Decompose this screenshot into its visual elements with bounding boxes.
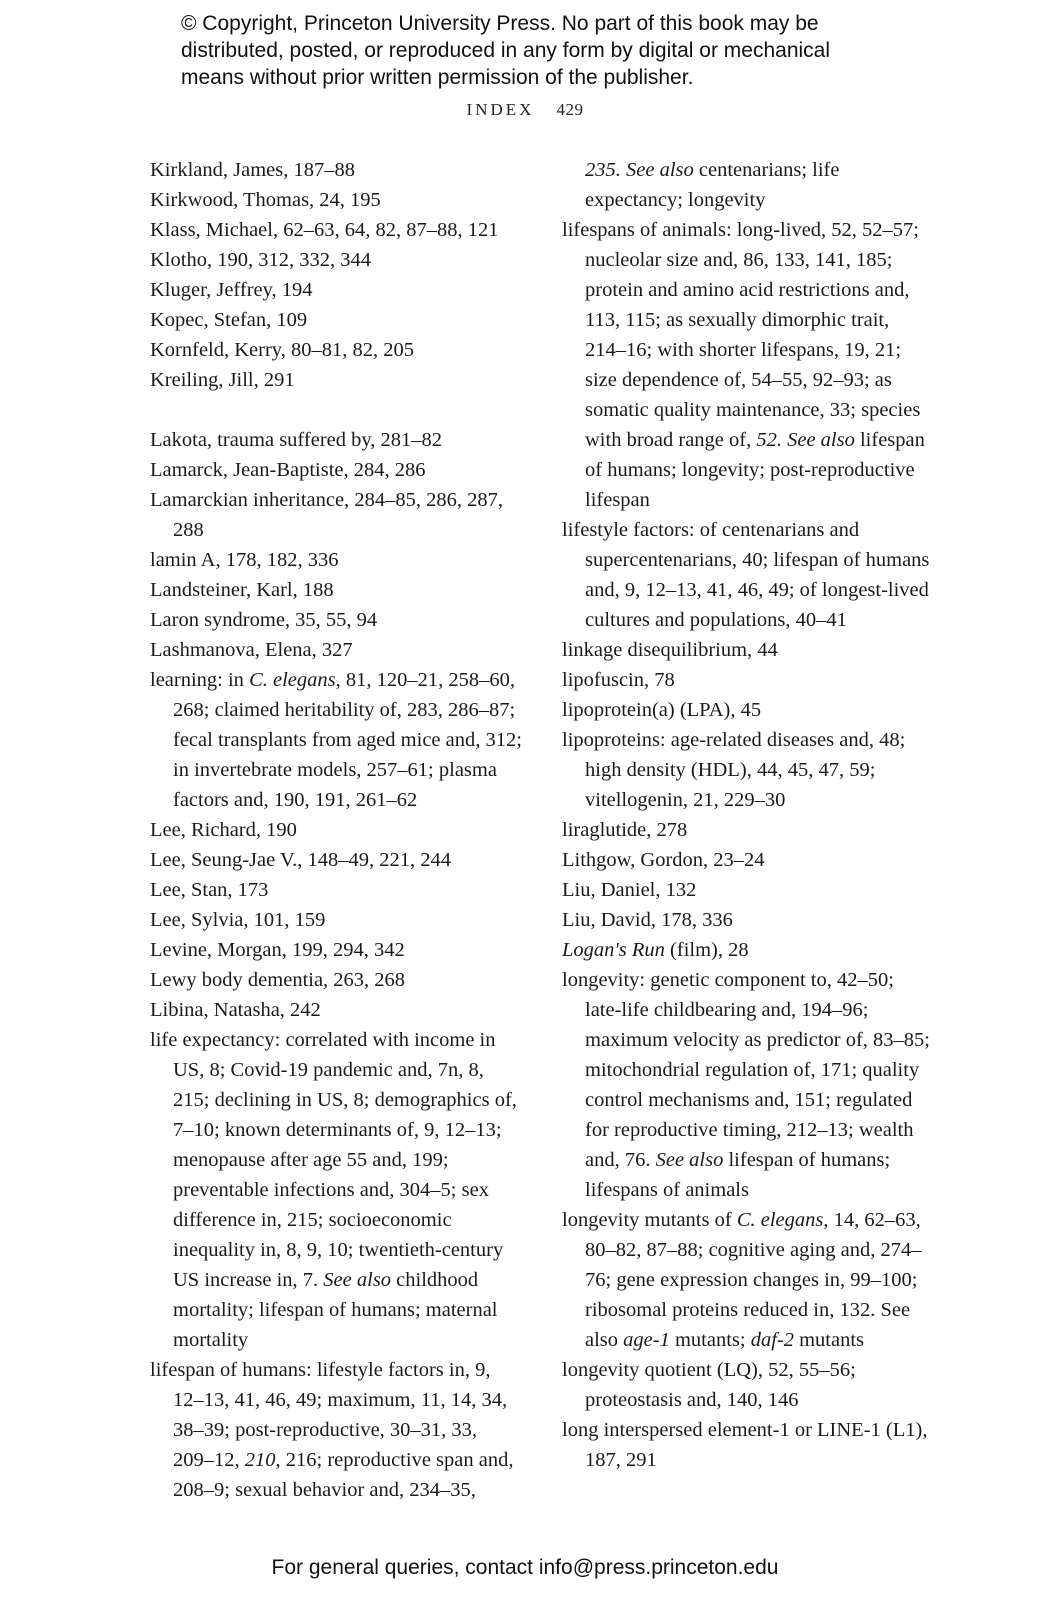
index-entry xyxy=(562,935,934,965)
copyright-notice xyxy=(181,10,901,91)
entry-text: lifespans of animals: long-lived, 52, 52–57; nucleolar size and, 86, 133, 141, 185; protein and amino acid restrictions and, 113, 115; as sexually dimorphic trait, 214–16; with shorter lifespans, 19, 21; size dependence of, 54–55, 92–93; as somatic quality maintenance, 33; species with broad range of, xyxy=(562,219,921,451)
index-entry: lipoprotein(a) (LPA), 45 xyxy=(562,699,762,721)
index-entry: longevity quotient (LQ), 52, 55–56; proteostasis and, 140, 146 xyxy=(562,1359,856,1411)
index-entry: Levine, Morgan, 199, 294, 342 xyxy=(150,939,405,961)
entry-italic-text: C. elegans xyxy=(249,669,336,691)
entry-text: , 216; reproductive span and, 208–9; sexual behavior and, 234–35, xyxy=(173,1449,514,1501)
entry-italic-text: daf-2 xyxy=(750,1329,794,1351)
entry-text: mutants; xyxy=(669,1329,751,1351)
index-entry: Kirkwood, Thomas, 24, 195 xyxy=(150,189,381,211)
index-entry xyxy=(150,665,522,815)
index-entry: lamin A, 178, 182, 336 xyxy=(150,549,339,571)
running-head-title: INDEX xyxy=(466,100,535,119)
index-entry: Lewy body dementia, 263, 268 xyxy=(150,969,406,991)
index-entry: Klotho, 190, 312, 332, 344 xyxy=(150,249,371,271)
entry-text: longevity mutants of xyxy=(562,1209,737,1231)
index-entry xyxy=(150,1355,522,1505)
entry-text: life expectancy: correlated with income in US, 8; Covid-19 pandemic and, 7n, 8, 215; declining in US, 8; demographics of, 7–10; known determinants of, 9, 12–13; menopause after age 55 and, 199; preventable infections and, 304–5; sex difference in, 215; socioeconomic inequality in, 8, 9, 10; twentieth-century US increase in, 7. xyxy=(150,1029,517,1291)
entry-italic-text: See also xyxy=(655,1149,724,1171)
index-entry xyxy=(562,965,934,1205)
entry-text: lifespan of humans; lifespans of animals xyxy=(585,1149,891,1201)
index-entry: Lee, Sylvia, 101, 159 xyxy=(150,909,326,931)
index-entry: Lamarckian inheritance, 284–85, 286, 287, 288 xyxy=(150,489,503,541)
index-entry: Kopec, Stefan, 109 xyxy=(150,309,308,331)
entry-text: childhood mortality; lifespan of humans; maternal mortality xyxy=(173,1269,498,1351)
index-entry: Libina, Natasha, 242 xyxy=(150,999,321,1021)
index-entry: lipofuscin, 78 xyxy=(562,669,675,691)
index-entry: Lamarck, Jean-Baptiste, 284, 286 xyxy=(150,459,426,481)
index-entry: Laron syndrome, 35, 55, 94 xyxy=(150,609,378,631)
page-number: 429 xyxy=(556,100,584,119)
index-entry: lipoproteins: age-related diseases and, 48; high density (HDL), 44, 45, 47, 59; vitellogenin, 21, 229–30 xyxy=(562,729,906,811)
index-entry: Kornfeld, Kerry, 80–81, 82, 205 xyxy=(150,339,414,361)
index-entry xyxy=(150,1025,522,1355)
index-column-right xyxy=(562,155,934,1475)
index-entry: Liu, David, 178, 336 xyxy=(562,909,733,931)
index-column-left xyxy=(150,155,522,1505)
entry-text: learning: in xyxy=(150,669,250,691)
index-entry: Kreiling, Jill, 291 xyxy=(150,369,295,391)
index-entry xyxy=(562,1205,934,1355)
index-entry: Landsteiner, Karl, 188 xyxy=(150,579,334,601)
entry-italic-text: 235. See also xyxy=(585,159,694,181)
entry-italic-text: 210 xyxy=(244,1449,276,1471)
entry-text: , 81, 120–21, 258–60, 268; claimed heritability of, 283, 286–87; fecal transplants from aged mice and, 312; in invertebrate models, 257–61; plasma factors and, 190, 191, 261–62 xyxy=(173,669,522,811)
entry-italic-text: 52. See also xyxy=(756,429,855,451)
copyright-line: distributed, posted, or reproduced in any form by digital or mechanical xyxy=(181,39,831,62)
index-entry: Lashmanova, Elena, 327 xyxy=(150,639,353,661)
index-entry-continuation xyxy=(562,155,934,215)
entry-italic-text: age-1 xyxy=(623,1329,670,1351)
index-entry: liraglutide, 278 xyxy=(562,819,688,841)
entry-text: (film), 28 xyxy=(664,939,749,961)
index-entry: lifestyle factors: of centenarians and supercentenarians, 40; lifespan of humans and, 9, 12–13, 41, 46, 49; of longest-lived cultures and populations, 40–41 xyxy=(562,519,930,631)
index-entry: Kluger, Jeffrey, 194 xyxy=(150,279,313,301)
index-entry: Lee, Stan, 173 xyxy=(150,879,269,901)
entry-text: lifespan of humans; longevity; post-reproductive lifespan xyxy=(585,429,925,511)
index-entry: Lakota, trauma suffered by, 281–82 xyxy=(150,429,443,451)
entry-text: centenarians; life expectancy; longevity xyxy=(585,159,840,211)
index-entry: Klass, Michael, 62–63, 64, 82, 87–88, 121 xyxy=(150,219,499,241)
entry-text: mutants xyxy=(793,1329,865,1351)
copyright-line: © Copyright, Princeton University Press. No part of this book may be xyxy=(181,12,819,35)
index-entry: Kirkland, James, 187–88 xyxy=(150,159,355,181)
entry-text: longevity: genetic component to, 42–50; late-life childbearing and, 194–96; maximum velocity as predictor of, 83–85; mitochondrial regulation of, 171; quality control mechanisms and, 151; regulated for reproductive timing, 212–13; wealth and, 76. xyxy=(562,969,931,1171)
copyright-line: means without prior written permission of the publisher. xyxy=(181,66,694,89)
entry-italic-text: Logan's Run xyxy=(562,939,665,961)
entry-italic-text: C. elegans xyxy=(736,1209,824,1231)
index-entry: Lithgow, Gordon, 23–24 xyxy=(562,849,765,871)
index-entry: Liu, Daniel, 132 xyxy=(562,879,697,901)
entry-text: lifespan of humans: lifestyle factors in, 9, 12–13, 41, 46, 49; maximum, 11, 14, 34, 38–39; post-reproductive, 30–31, 33, 209–12, xyxy=(150,1359,508,1471)
entry-italic-text: See also xyxy=(323,1269,392,1291)
index-entry: long interspersed element-1 or LINE-1 (L1), 187, 291 xyxy=(562,1419,928,1471)
index-entry: Lee, Seung-Jae V., 148–49, 221, 244 xyxy=(150,849,452,871)
index-entry xyxy=(562,215,934,515)
running-head xyxy=(0,100,1050,120)
entry-text: , 14, 62–63, 80–82, 87–88; cognitive aging and, 274–76; gene expression changes in, 99–100; ribosomal proteins reduced in, 132. See also xyxy=(585,1209,922,1351)
footer-contact: For general queries, contact info@press.princeton.edu xyxy=(271,1556,779,1579)
letter-group-gap xyxy=(150,395,522,425)
index-entry: Lee, Richard, 190 xyxy=(150,819,297,841)
index-entry: linkage disequilibrium, 44 xyxy=(562,639,778,661)
